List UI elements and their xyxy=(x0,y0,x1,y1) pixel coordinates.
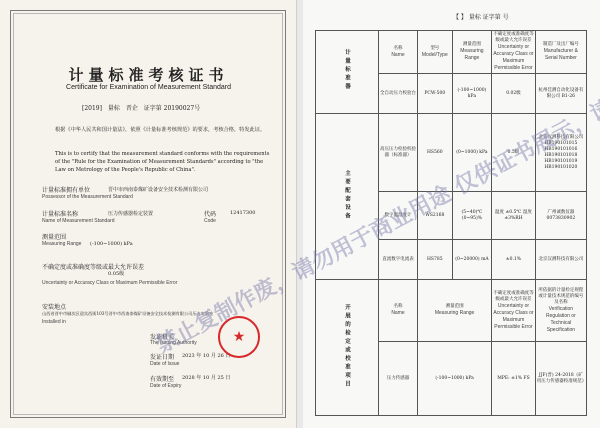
scope-name: 压力传感器 xyxy=(379,342,418,416)
certificate-title-en: Certificate for Examination of Measurement Standard xyxy=(66,84,231,91)
seal-star-icon: ★ xyxy=(232,329,246,345)
aux-range: (0~1000) kPa xyxy=(452,114,492,192)
issue-date-label-en: Date of Issue xyxy=(150,361,180,367)
code-label-en: Code xyxy=(204,218,216,224)
certificate-back-page xyxy=(303,0,600,428)
std-range: (-100~1000) kPa xyxy=(452,74,492,114)
watermark-text: 禁止复制作废，请勿用于商业用途 xyxy=(152,181,456,359)
scope-regulation: JJF(晋) 24-2018《矿用压力传感器校准规范》 xyxy=(535,342,586,416)
aux-model: HS560 xyxy=(417,114,452,192)
certification-text-en: This is to certify that the measurement standard conforms with the requirements of the "Rule for the Examination of Measurement Standards" according to "the Law on Metrology of the People's Republic of China". xyxy=(55,151,270,173)
uncertainty-label-en: Uncertainty or Accuracy Class or Maximum Permissible Error xyxy=(42,280,178,286)
col-name: 名称 Name xyxy=(379,31,418,74)
issuing-authority-label-en: The Issuing Authority xyxy=(150,340,197,346)
code-label: 代码 xyxy=(204,211,217,218)
scope-header-row xyxy=(316,280,587,342)
scope-col-uncertainty: 不确定度或准确度等级或最大允许误差 Uncertainty or Accuracy Class or Maximum Permissible Error xyxy=(492,280,536,342)
cert-no-serial: 证字第 20190027号 xyxy=(143,105,201,112)
table-header-row xyxy=(316,31,587,74)
col-range: 测量范围 Measuring Range xyxy=(452,31,492,74)
certificate-title: 计量标准考核证书 xyxy=(68,66,229,84)
std-manufacturer: 杭州佳测自动化设备有限公司 B1-26 xyxy=(535,74,586,114)
std-model: PCW-500 xyxy=(417,74,452,114)
section-verification-scope: 开展的检定或校准项目 xyxy=(316,280,379,416)
cert-no-year: [2019] xyxy=(82,105,102,112)
range-value: (-100~1000) kPa xyxy=(90,241,133,247)
section-standard-instruments: 计量标准器 xyxy=(316,31,379,114)
aux-name: 数字温湿度计 xyxy=(379,192,418,240)
col-manufacturer: 制造厂及出厂编号 Manufacturer & Serial Number xyxy=(535,31,586,74)
scope-col-range: 测量范围 Measuring Range xyxy=(417,280,491,342)
aux-model: HS785 xyxy=(417,240,452,280)
install-label-en: Installed in xyxy=(42,319,66,325)
possessor-label-en: Possessor of the Measurement Standard xyxy=(42,194,133,200)
aux-range: (0~20000) mA xyxy=(452,240,492,280)
install-value: 山西省晋中市榆次区迎宾西街103号晋中市西南泰煤矿设备安全技术检测有限公司压力实验室 xyxy=(42,311,214,316)
aux-range: (5~40)℃ (0~95)% xyxy=(452,192,492,240)
uncertainty-label: 不确定度或准确度等级或最大允许误差 xyxy=(42,264,145,271)
back-page-header: 【 】 量标 证字第 号 xyxy=(453,14,509,21)
scope-col-regulation: 所依据的计量检定规程或计量技术规范的编号及名称 Verification Regulation or Technical Specification xyxy=(535,280,586,342)
section-auxiliary-equipment: 主要配套设备 xyxy=(316,114,379,280)
col-model: 型号 Model/Type xyxy=(417,31,452,74)
expiry-date-label: 有效期至 xyxy=(150,376,175,383)
scope-range: (-100~1000) kPa xyxy=(417,342,491,416)
scope-uncertainty: MPE: ±1% FS xyxy=(492,342,536,416)
aux-uncertainty: 0.5级 xyxy=(492,114,536,192)
col-uncertainty: 不确定度或准确度等级或最大允许误差 Uncertainty or Accuracy Class or Maximum Permissible Error xyxy=(492,31,536,74)
aux-uncertainty: ±0.1% xyxy=(492,240,536,280)
range-label-en: Measuring Range xyxy=(42,241,82,247)
aux-name: 高压压力检验校验器（标准器） xyxy=(379,114,418,192)
possessor-label: 计量标准拥有单位 xyxy=(42,187,91,194)
certification-text-cn: 根据《中华人民共和国计量法》，依照《计量标准考核规范》的要求，考核合格，特发此证。 xyxy=(55,127,266,133)
scope-col-name: 名称 Name xyxy=(379,280,418,342)
std-uncertainty: 0.02级 xyxy=(492,74,536,114)
aux-name: 直流数字电流表 xyxy=(379,240,418,280)
aux-manufacturer: 北京汉测科技有限公司 HB190101015 HB190101016 HB190101018 HB190101019 HB190101020 xyxy=(535,114,586,192)
aux-uncertainty: 温度 ±0.5℃ 湿度 ±3%RH xyxy=(492,192,536,240)
std-name: 全自动压力校验台 xyxy=(379,74,418,114)
possessor-value: 晋中市西南泰煤矿设备安全技术检测有限公司 xyxy=(108,187,209,193)
expiry-date-label-en: Date of Expiry xyxy=(150,383,182,389)
range-label: 测量范围 xyxy=(42,234,67,241)
install-label: 安装地点 xyxy=(42,304,67,311)
standard-name-value: 压力传感器检定装置 xyxy=(108,211,154,217)
cert-no-org: 晋企 xyxy=(125,105,138,112)
issuing-authority-label: 发证机关 xyxy=(150,334,175,341)
aux-manufacturer: 北京汉测科技有限公司 xyxy=(535,240,586,280)
standard-name-label: 计量标准名称 xyxy=(42,211,79,218)
issue-date-value: 2023 年 10 月 26 日 xyxy=(182,353,231,359)
cert-no-type: 量标 xyxy=(107,105,120,112)
issue-date-label: 发证日期 xyxy=(150,354,175,361)
uncertainty-value: 0.05级 xyxy=(108,271,125,277)
standard-name-label-en: Name of Measurement Standard xyxy=(42,218,115,224)
aux-manufacturer: 广州诚数仪器 0073830902 xyxy=(535,192,586,240)
code-value: 12417300 xyxy=(230,210,256,216)
certificate-front-page xyxy=(0,0,297,428)
certificate-number xyxy=(82,103,204,112)
aux-model: WS2168 xyxy=(417,192,452,240)
expiry-date-value: 2028 年 10 月 25 日 xyxy=(182,375,231,381)
